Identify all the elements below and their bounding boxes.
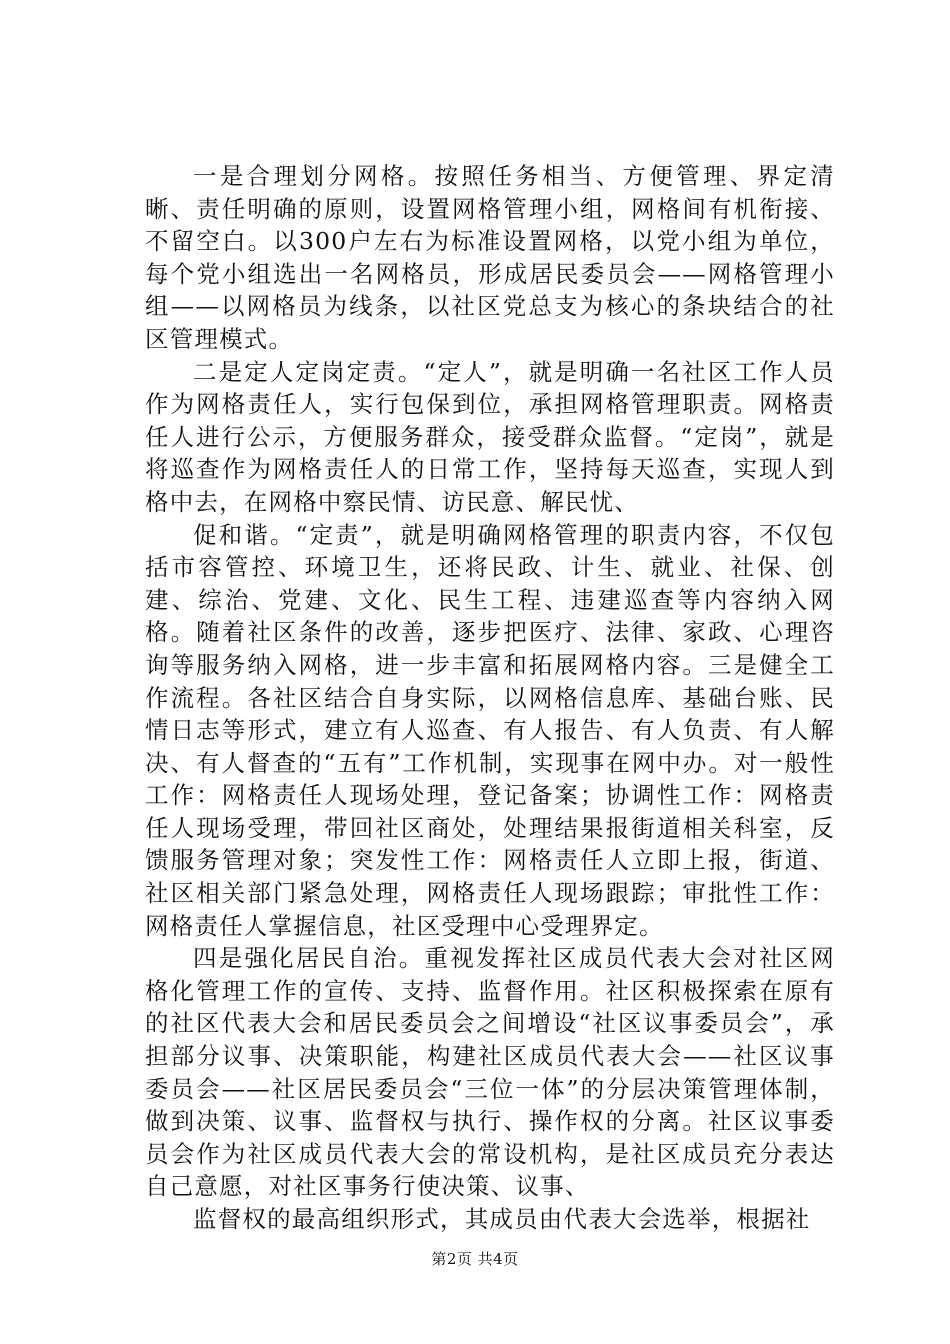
document-body	[145, 160, 835, 1236]
page-footer	[0, 1248, 950, 1269]
paragraph-2: 二是定人定岗定责。“定人”，就是明确一名社区工作人员作为网格责任人，实行包保到位，承担网格管理职责。网格责任人进行公示，方便服务群众，接受群众监督。“定岗”，就是将巡查作为网格责任人的日常工作，坚持每天巡查，实现人到格中去，在网格中察民情、访民意、解民忧、	[145, 357, 835, 516]
paragraph-1: 一是合理划分网格。按照任务相当、方便管理、界定清晰、责任明确的原则，设置网格管理小组，网格间有机衔接、不留空白。以300户左右为标准设置网格，以党小组为单位，每个党小组选出一名网格员，形成居民委员会——网格管理小组——以网格员为线条，以社区党总支为核心的条块结合的社区管理模式。	[145, 162, 835, 353]
paragraph-4: 四是强化居民自治。重视发挥社区成员代表大会对社区网格化管理工作的宣传、支持、监督作用。社区积极探索在原有的社区代表大会和居民委员会之间增设“社区议事委员会”，承担部分议事、决策职能，构建社区成员代表大会——社区议事委员会——社区居民委员会“三位一体”的分层决策管理体制，做到决策、议事、监督权与执行、操作权的分离。社区议事委员会作为社区成员代表大会的常设机构，是社区成员充分表达自己意愿，对社区事务行使决策、议事、	[145, 944, 835, 1201]
paragraph-3: 促和谐。“定责”，就是明确网格管理的职责内容，不仅包括市容管控、环境卫生，还将民政、计生、就业、社保、创建、综治、党建、文化、民生工程、违建巡查等内容纳入网格。随着社区条件的改善，逐步把医疗、法律、家政、心理咨询等服务纳入网格，进一步丰富和拓展网格内容。三是健全工作流程。各社区结合自身实际，以网格信息库、基础台账、民情日志等形式，建立有人巡查、有人报告、有人负责、有人解决、有人督查的“五有”工作机制，实现事在网中办。对一般性工作：网格责任人现场处理，登记备案；协调性工作：网格责任人现场受理，带回社区商处，处理结果报街道相关科室，反馈服务管理对象；突发性工作：网格责任人立即上报，街道、社区相关部门紧急处理，网格责任人现场跟踪；审批性工作：网格责任人掌握信息，社区受理中心受理界定。	[145, 520, 835, 940]
paragraph-5: 监督权的最高组织形式，其成员由代表大会选举，根据社	[193, 1205, 811, 1233]
page-number: 第2页 共4页	[431, 1250, 519, 1268]
